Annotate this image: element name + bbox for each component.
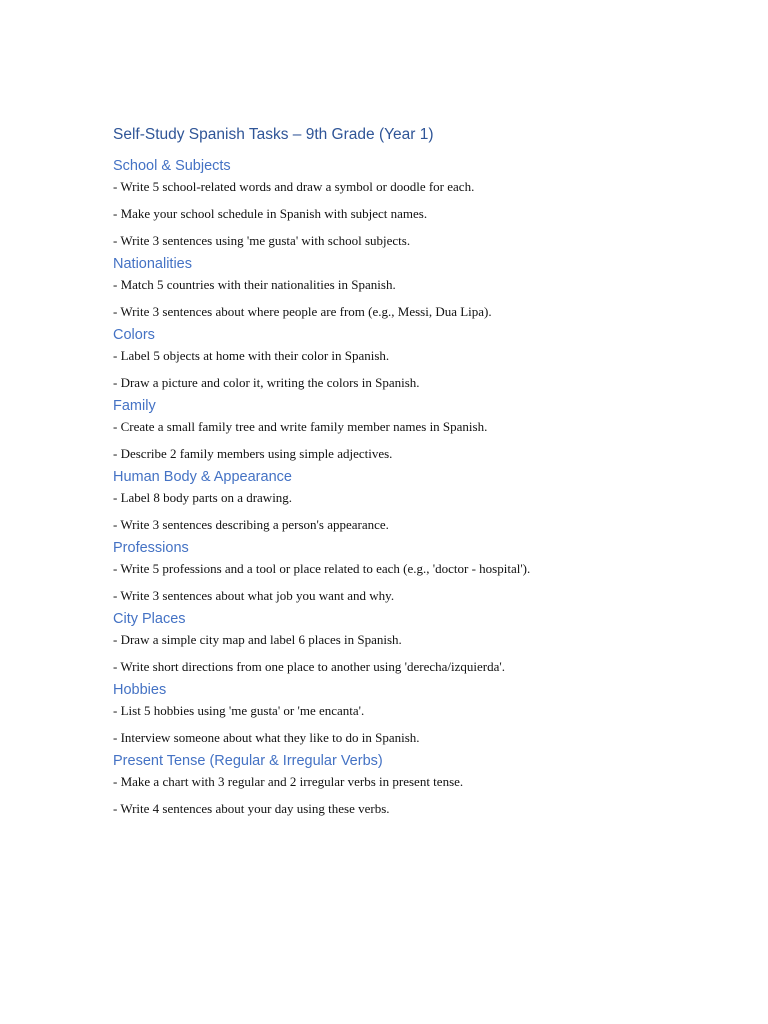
- task-item: - Label 8 body parts on a drawing.: [113, 490, 293, 505]
- task-item: - Create a small family tree and write family member names in Spanish.: [113, 419, 488, 434]
- section-nationalities: [113, 255, 733, 320]
- task-item: - Write 3 sentences about where people are from (e.g., Messi, Dua Lipa).: [113, 304, 492, 319]
- task-item: - Write 3 sentences describing a person's appearance.: [113, 517, 389, 532]
- section-heading: Nationalities: [113, 256, 192, 272]
- section-city-places: [113, 610, 733, 675]
- section-family: [113, 397, 733, 462]
- section-professions: [113, 539, 733, 604]
- section-heading: Colors: [113, 327, 155, 343]
- section-heading: Professions: [113, 540, 189, 556]
- document-page: [113, 124, 733, 823]
- task-item: - Describe 2 family members using simple adjectives.: [113, 446, 393, 461]
- task-item: - Write 5 professions and a tool or place related to each (e.g., 'doctor - hospital').: [113, 561, 531, 576]
- task-item: - Write 3 sentences using 'me gusta' with school subjects.: [113, 233, 411, 248]
- task-item: - Write 3 sentences about what job you want and why.: [113, 588, 395, 603]
- task-item: - Label 5 objects at home with their color in Spanish.: [113, 348, 390, 363]
- section-hobbies: [113, 681, 733, 746]
- task-item: - Make a chart with 3 regular and 2 irregular verbs in present tense.: [113, 774, 464, 789]
- task-item: - Make your school schedule in Spanish with subject names.: [113, 206, 428, 221]
- section-present-tense: [113, 752, 733, 817]
- task-item: - Interview someone about what they like to do in Spanish.: [113, 730, 420, 745]
- section-colors: [113, 326, 733, 391]
- section-heading: City Places: [113, 611, 186, 627]
- task-item: - Match 5 countries with their nationalities in Spanish.: [113, 277, 396, 292]
- section-heading: Present Tense (Regular & Irregular Verbs): [113, 753, 383, 769]
- task-item: - List 5 hobbies using 'me gusta' or 'me encanta'.: [113, 703, 365, 718]
- section-heading: Hobbies: [113, 682, 167, 698]
- task-item: - Draw a simple city map and label 6 places in Spanish.: [113, 632, 402, 647]
- task-item: - Draw a picture and color it, writing the colors in Spanish.: [113, 375, 420, 390]
- section-human-body: [113, 468, 733, 533]
- document-title: Self-Study Spanish Tasks – 9th Grade (Year 1): [113, 126, 434, 143]
- task-item: - Write 4 sentences about your day using these verbs.: [113, 801, 390, 816]
- section-heading: Family: [113, 398, 156, 414]
- section-school-subjects: [113, 157, 733, 249]
- task-item: - Write short directions from one place to another using 'derecha/izquierda'.: [113, 659, 505, 674]
- task-item: - Write 5 school-related words and draw a symbol or doodle for each.: [113, 179, 475, 194]
- section-heading: School & Subjects: [113, 158, 231, 174]
- section-heading: Human Body & Appearance: [113, 469, 292, 485]
